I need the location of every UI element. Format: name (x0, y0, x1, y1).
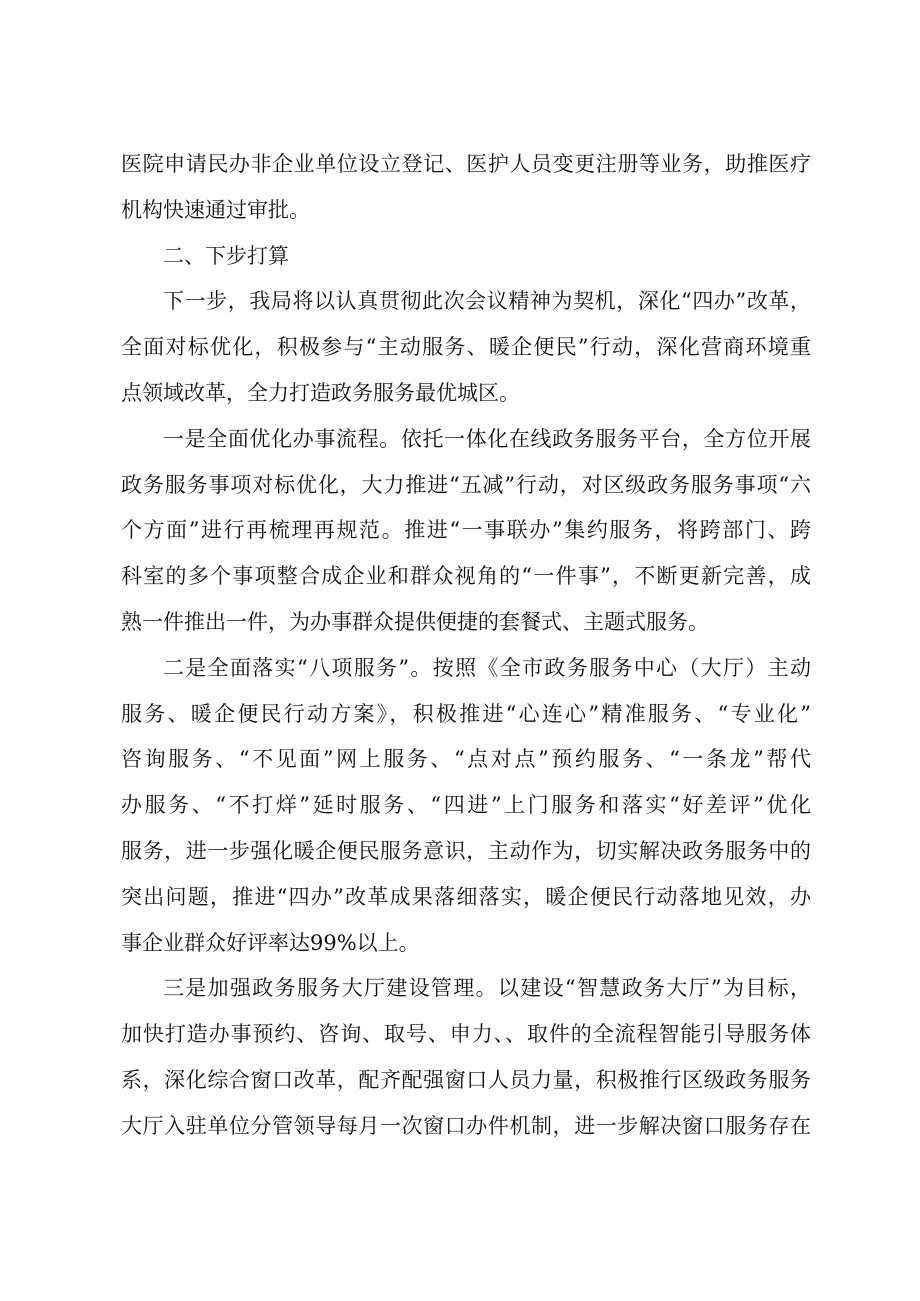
document-body (121, 142, 811, 1150)
text-line: 下一步，我局将以认真贯彻此次会议精神为契机，深化“四办”改革， (163, 289, 811, 314)
paragraph-next-steps-intro (121, 279, 811, 416)
text-line: 个方面”进行再梳理再规范。推进“一事联办”集约服务，将跨部门、跨 (121, 518, 811, 543)
text-line: 加快打造办事预约、咨询、取号、申力、、取件的全流程智能引导服务体 (121, 1022, 811, 1047)
text-line: 突出问题，推进“四办”改革成果落细落实，暖企便民行动落地见效，办 (121, 884, 811, 909)
text-line: 事企业群众好评率达99%以上。 (121, 930, 420, 955)
text-line: 大厅入驻单位分管领导每月一次窗口办件机制，进一步解决窗口服务存在 (121, 1113, 811, 1138)
paragraph-eight-services (121, 646, 811, 967)
section-heading-next-steps (121, 234, 811, 280)
text-line: 二是全面落实“八项服务”。按照《全市政务服务中心（大厅）主动 (163, 655, 811, 680)
paragraph-optimize-process (121, 417, 811, 646)
text-line: 医院申请民办非企业单位设立登记、医护人员变更注册等业务，助推医疗 (121, 152, 811, 176)
text-line: 点领域改革，全力打造政务服务最优城区。 (121, 380, 520, 405)
text-line: 科室的多个事项整合成企业和群众视角的“一件事”，不断更新完善，成 (121, 564, 811, 589)
text-line: 一是全面优化办事流程。依托一体化在线政务服务平台，全方位开展 (163, 426, 811, 451)
text-line: 办服务、“不打烊”延时服务、“四进”上门服务和落实“好差评”优化 (121, 793, 811, 818)
text-line: 熟一件推出一件，为办事群众提供便捷的套餐式、主题式服务。 (121, 609, 709, 634)
text-line: 全面对标优化，积极参与“主动服务、暖企便民”行动，深化营商环境重 (121, 335, 811, 360)
paragraph-approval-support (121, 142, 811, 234)
section-heading: 二、下步打算 (163, 243, 289, 268)
text-line: 机构快速通过审批。 (121, 197, 310, 222)
paragraph-service-hall (121, 966, 811, 1149)
text-line: 政务服务事项对标优化，大力推进“五减”行动，对区级政务服务事项“六 (121, 472, 811, 497)
text-line: 系，深化综合窗口改革，配齐配强窗口人员力量，积极推行区级政务服务 (121, 1067, 811, 1092)
text-line: 服务、暖企便民行动方案》，积极推进“心连心”精准服务、“专业化” (121, 701, 811, 726)
text-line: 服务，进一步强化暖企便民服务意识，主动作为，切实解决政务服务中的 (121, 838, 811, 863)
text-line: 咨询服务、“不见面”网上服务、“点对点”预约服务、“一条龙”帮代 (121, 747, 811, 772)
text-line: 三是加强政务服务大厅建设管理。以建设“智慧政务大厅”为目标， (163, 976, 811, 1001)
